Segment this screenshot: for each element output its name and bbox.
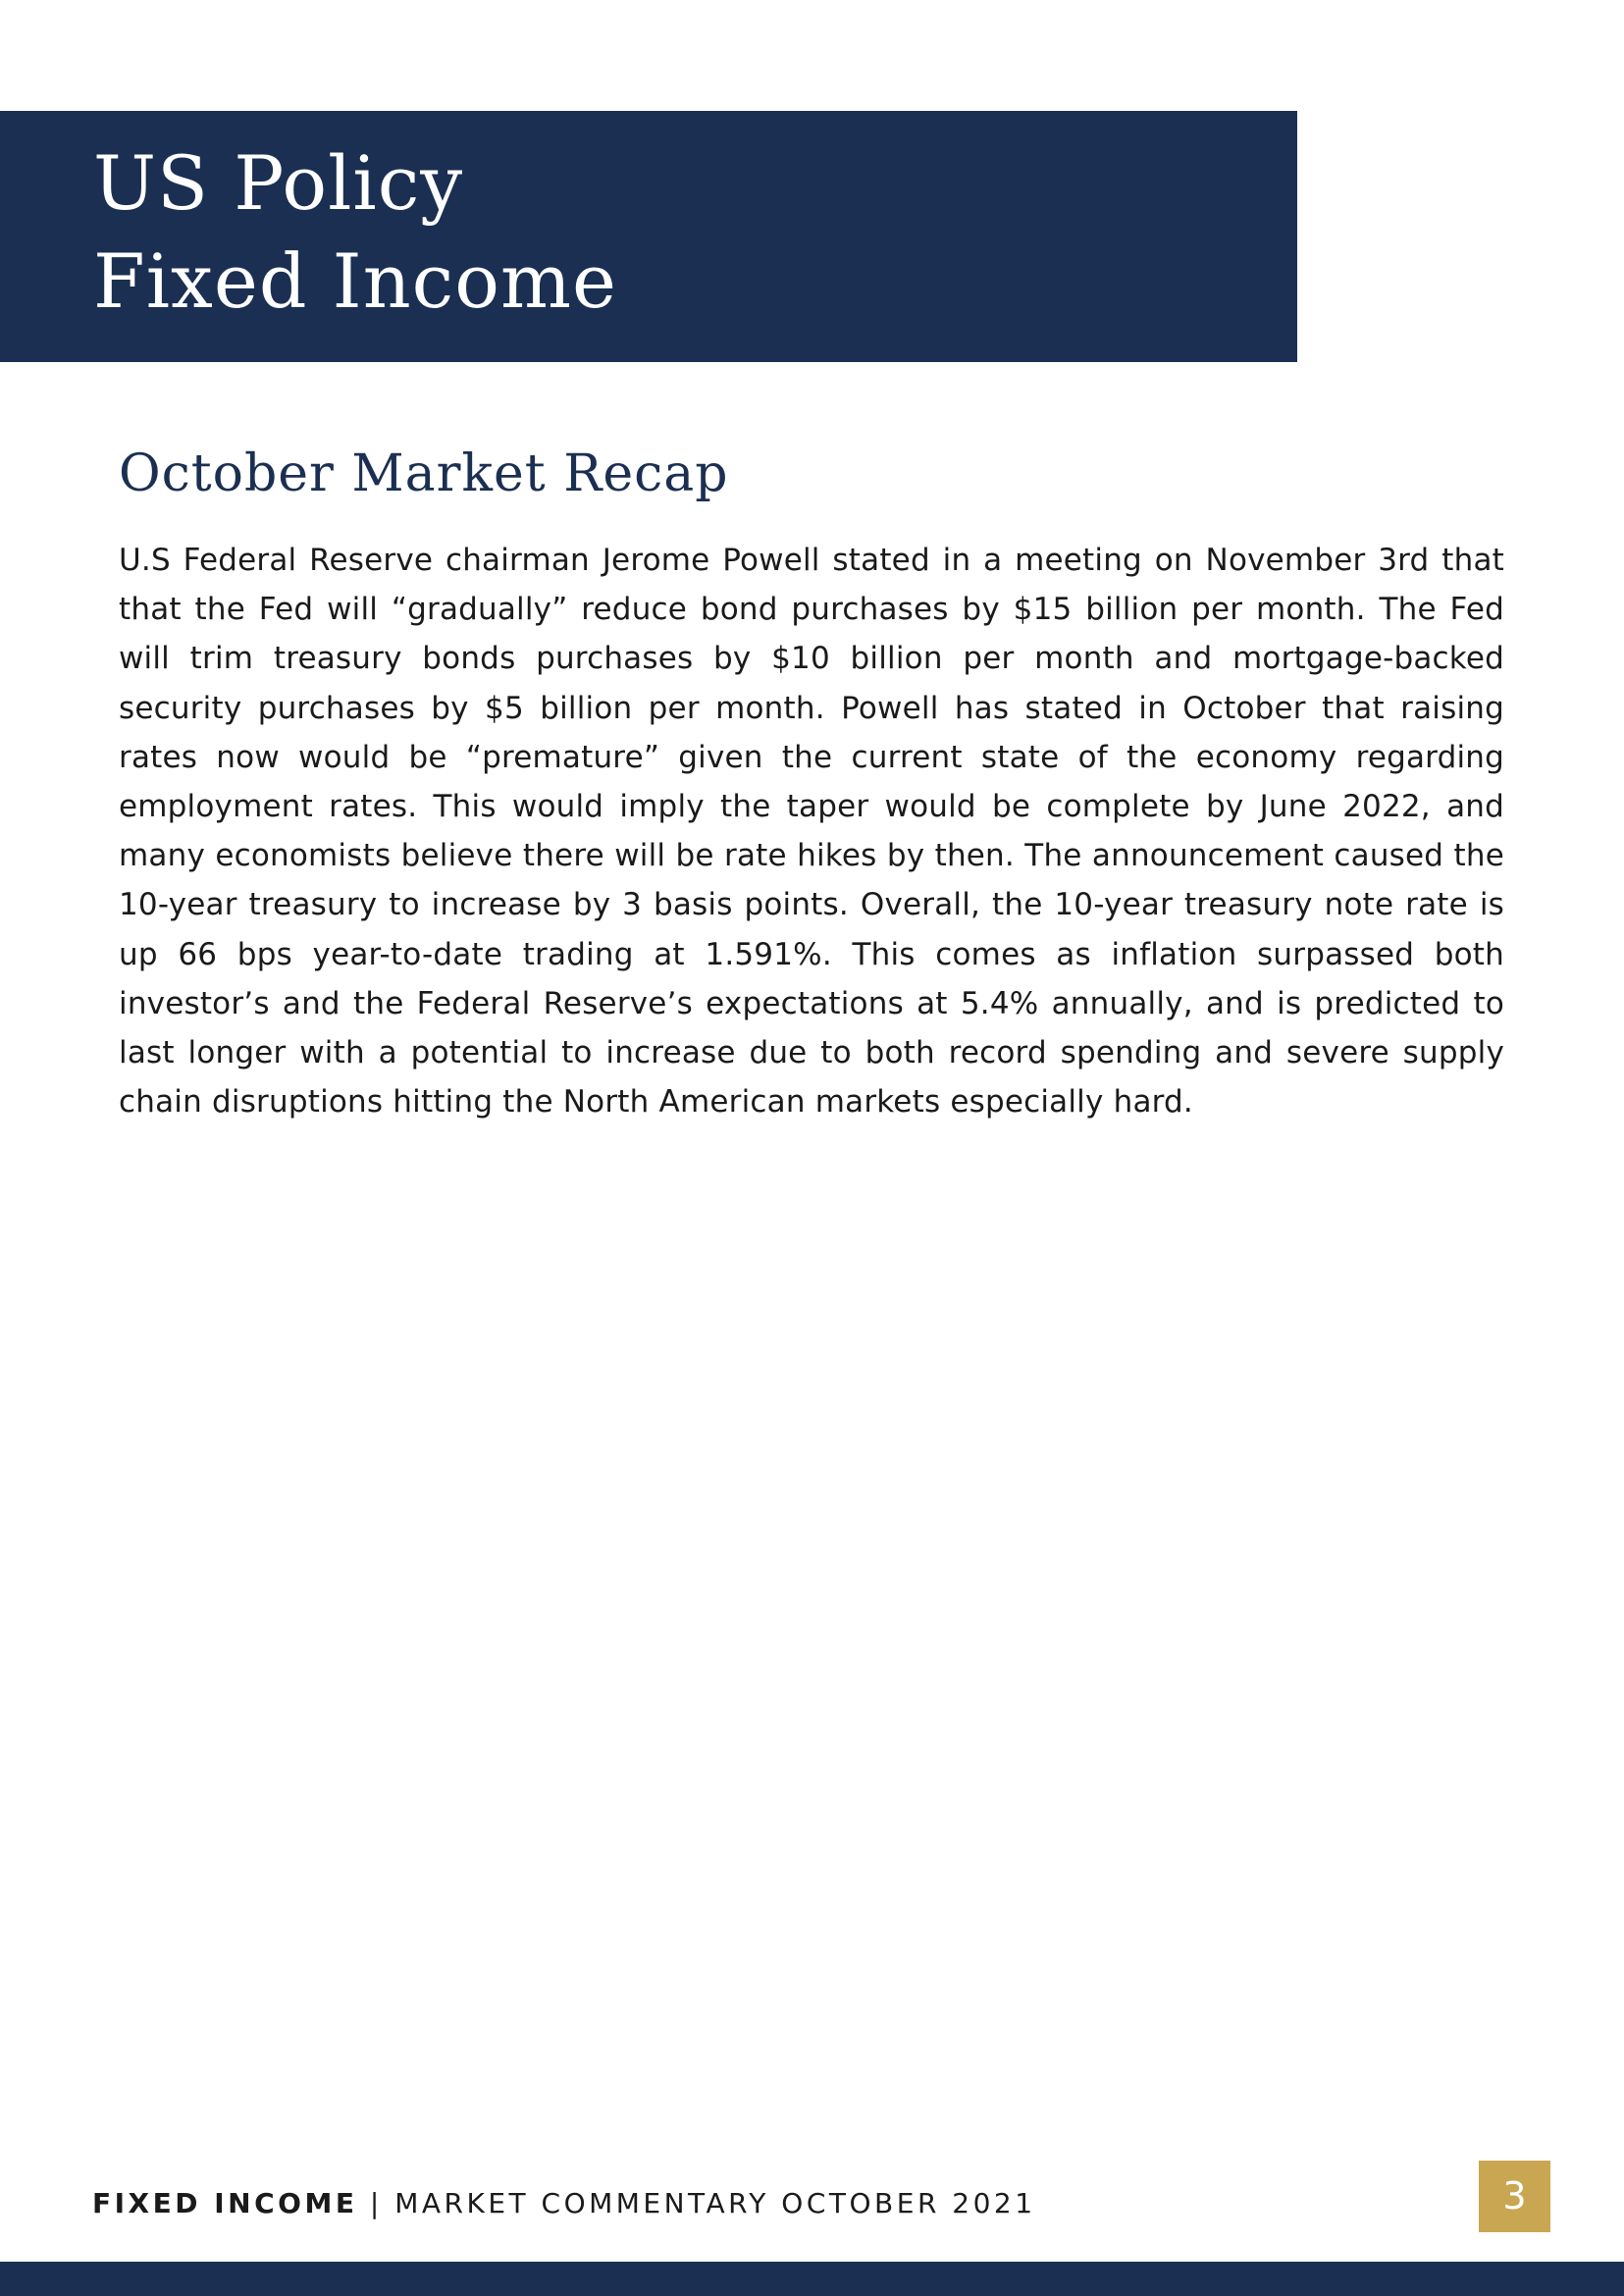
page-title-line-2: Fixed Income <box>93 237 618 325</box>
page-number-badge: 3 <box>1479 2161 1550 2232</box>
footer-label-rest: MARKET COMMENTARY OCTOBER 2021 <box>394 2187 1036 2219</box>
body-paragraph: U.S Federal Reserve chairman Jerome Powell stated in a meeting on November 3rd that that the Fed will “gradually” reduce bond purchases by $15 billion per month. The Fed will trim treasury bonds purchases by $10 billion per month and mortgage-backed security purchases by $5 billion per month. Powell has stated in October that raising rates now would be “premature” given the current state of the economy regarding employment rates. This would imply the taper would be complete by June 2022, and many economists believe there will be rate hikes by then. The announcement caused the 10-year treasury to increase by 3 basis points. Overall, the 10-year treasury note rate is up 66 bps year-to-date trading at 1.591%. This comes as inflation surpassed both investor’s and the Federal Reserve’s expectations at 5.4% annually, and is predicted to last longer with a potential to increase due to both record spending and severe supply chain disruptions hitting the North American markets especially hard. <box>119 543 1504 1121</box>
page-title <box>93 134 617 331</box>
page-title-line-1: US Policy <box>93 139 464 227</box>
footer-label <box>92 2184 1036 2223</box>
footer-label-bold: FIXED INCOME <box>92 2187 358 2219</box>
footer-separator: | <box>357 2187 395 2219</box>
bottom-bar <box>0 2262 1624 2296</box>
section-heading: October Market Recap <box>119 444 729 503</box>
